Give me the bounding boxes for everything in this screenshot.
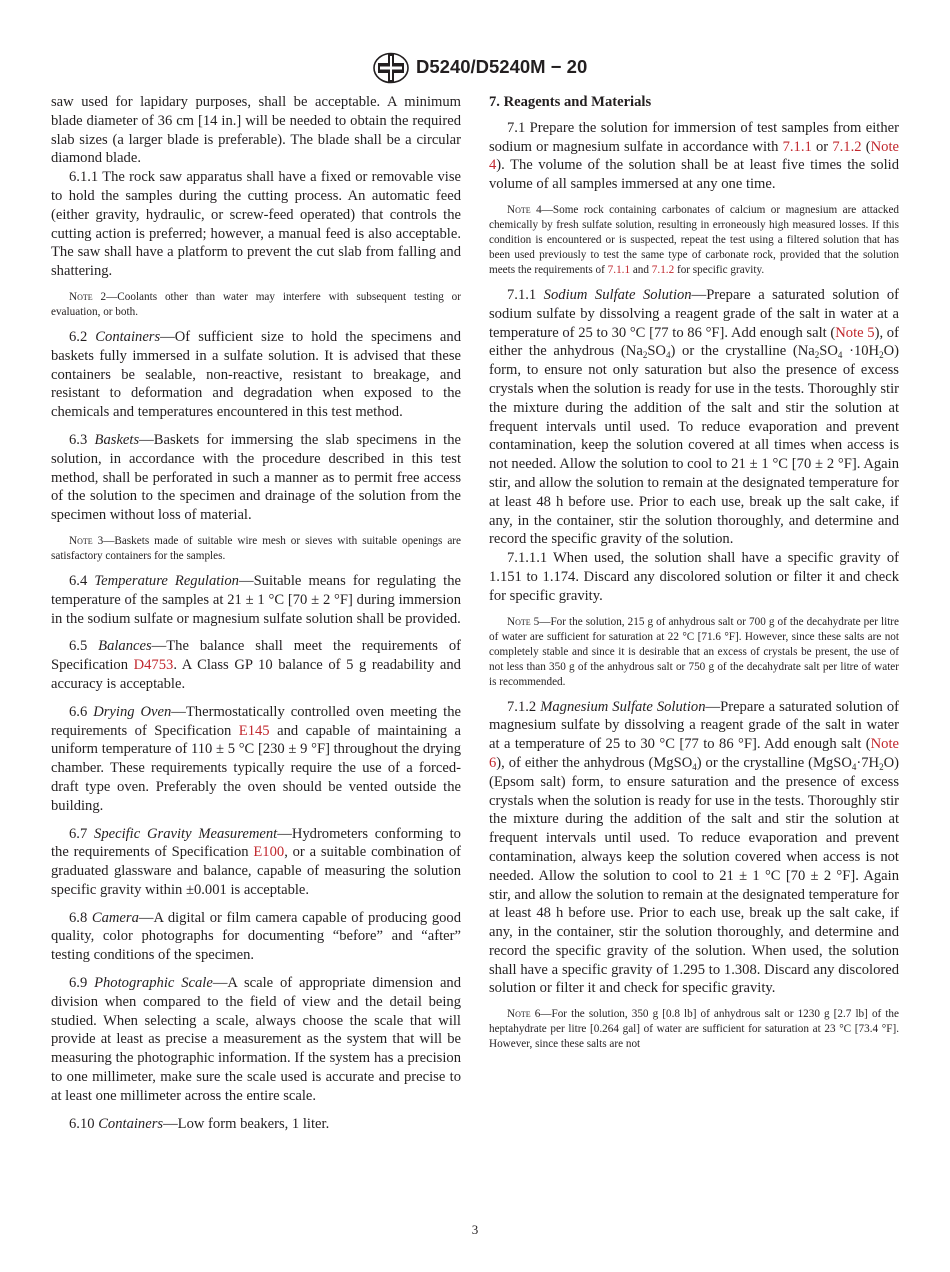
paragraph-7-1-1-1: 7.1.1.1 When used, the solution shall have a specific gravity of 1.151 to 1.174. Discard any discolored solution or filter it and check for specific gravity. <box>489 550 899 604</box>
link-note-5[interactable]: Note 5 <box>835 324 875 341</box>
paragraph-saw: saw used for lapidary purposes, shall be acceptable. A minimum blade diameter of 36 cm [14 in.] will be needed to obtain the required slab sizes (a larger blade is preferable). The blade shall be a circular diamond blade. <box>51 94 461 167</box>
paragraph-7-1: 7.1 Prepare the solution for immersion of test samples from either sodium or magnesium sulfate in accordance with 7.1.1 or 7.1.2 (Note 4). The volume of the solution shall be at least five times the solid volume of all samples immersed at any one time. <box>489 119 899 193</box>
note-label: Note <box>507 1008 531 1021</box>
link-e100[interactable]: E100 <box>253 844 285 861</box>
page-header <box>0 50 950 86</box>
paragraph-7-1-1: 7.1.1 Sodium Sulfate Solution—Prepare a saturated solution of sodium sulfate by dissolving a reagent grade of the salt in water at a temperature of 25 to 30 °C [77 to 86 °F]. Add enough salt (Note 5), of either the anhydrous $(Na_2SO_4)$ or the crystalline $(Na_2SO_4 \cdot 10H_2O)$ form, to ensure not only saturation but also the presence of excess crystals when the solution is ready for use in the tests. Thoroughly stir the mixture during the addition of the salt and stir the solution at frequent intervals until used. To reduce evaporation and prevent contamination, keep the solution covered at all times when access is not needed. Allow the solution to cool to 21 ± 1 °C [70 ± 2 °F]. Again stir, and allow the solution to remain at the designated temperature for at least 48 h before use. Prior to each use, break up the salt cake, if any, in the container, stir the solution thoroughly, and determine and record the specific gravity of the solution. <box>489 286 899 548</box>
paragraph-6-5: 6.5 Balances—The balance shall meet the requirements of Specification D4753. A Class GP 10 balance of 5 g readability and accuracy is acceptable. <box>51 638 462 692</box>
link-d4753[interactable]: D4753 <box>133 657 174 674</box>
note-label: Note <box>507 203 531 216</box>
note-2: Note 2—Coolants other than water may interfere with subsequent testing or evaluation, or both. <box>51 290 461 318</box>
note-3: Note 3—Baskets made of suitable wire mesh or sieves with suitable openings are satisfactory containers for the samples. <box>51 534 461 562</box>
note-label: Note <box>69 290 93 303</box>
document-id: D5240/D5240M − 20 <box>416 56 588 77</box>
link-7-1-1[interactable]: 7.1.1 <box>607 263 631 276</box>
link-7-1-1[interactable]: 7.1.1 <box>782 138 812 155</box>
note-6: Note 6—For the solution, 350 g [0.8 lb] of anhydrous salt or 1230 g [2.7 lb] of the heptahydrate per litre [0.264 gal] of water are sufficient for saturation at 23 °C [73.4 °F]. However, since these salts are not <box>489 1008 899 1051</box>
link-e145[interactable]: E145 <box>238 722 270 739</box>
astm-logo-icon <box>372 52 410 84</box>
paragraph-6-4: 6.4 Temperature Regulation—Suitable means for regulating the temperature of the samples at 21 ± 1 °C [70 ± 2 °F] during immersion in the sodium sulfate or magnesium sulfate solution shall be provided. <box>51 572 462 627</box>
link-note-6[interactable]: Note 6 <box>489 736 899 771</box>
paragraph-6-8: 6.8 Camera—A digital or film camera capable of producing good quality, color photographs for documenting “before” and “after” testing conditions of the specimen. <box>51 909 462 964</box>
note-label: Note <box>69 534 93 547</box>
note-5: Note 5—For the solution, 215 g of anhydrous salt or 700 g of the decahydrate per litre of water are sufficient for saturation at 22 °C [71.6 °F]. However, since these salts are not completely stable and since it is desirable that an excess of crystals be present, the use of not less than 350 g of the anhydrous salt or 750 g of the decahydrate salt per litre of water is recommended. <box>489 615 899 688</box>
paragraph-6-3: 6.3 Baskets—Baskets for immersing the slab specimens in the solution, in accordance with the procedure described in this test method, shall be perforated in such a manner as to permit free access of the solution to the specimen and drainage of the solution from the specimen without loss of material. <box>51 431 461 524</box>
paragraph-6-9: 6.9 Photographic Scale—A scale of appropriate dimension and division when compared to the field of view and the detail being studied. When selecting a scale, always choose the scale that will provide at least as precise a measurement as the system that will be measuring the photographic information. If the system has a precision to one millimeter, make sure the scale used is accurate and precise to at least one millimeter across the entire scale. <box>51 975 462 1104</box>
link-note-4[interactable]: Note 4 <box>489 138 899 174</box>
note-4: Note 4—Some rock containing carbonates of calcium or magnesium are attacked chemically by fresh sulfate solution, resulting in erroneously high measured losses. If this condition is encountered or is suspected, repeat the test using a filtered solution that has been used previously to test the same type of carbonate rock, provided that the solution meets the requirements of 7.1.1 and 7.1.2 for specific gravity. <box>489 203 899 276</box>
left-column <box>51 93 461 1133</box>
note-label: Note <box>507 615 531 628</box>
link-7-1-2[interactable]: 7.1.2 <box>651 263 675 276</box>
paragraph-6-1-1: 6.1.1 The rock saw apparatus shall have a fixed or removable vise to hold the samples during the cutting process. An automatic feed (either gravity, hydraulic, or screw-feed operated) that controls the cutting action is preferred; however, a manual feed is also acceptable. The saw shall have a platform to prevent the cut slab from falling and shattering. <box>51 169 461 280</box>
section-7-heading: 7. Reagents and Materials <box>489 94 652 110</box>
paragraph-6-2: 6.2 Containers—Of sufficient size to hold the specimens and baskets fully immersed in a sulfate solution. It is advised that these containers be sealable, non-reactive, resistant to breakage, and resistant to deformation and degradation when exposed to the chemicals and temperatures encountered in this test method. <box>51 328 462 421</box>
paragraph-6-10: 6.10 Containers—Low form beakers, 1 liter. <box>69 1115 330 1132</box>
link-7-1-2[interactable]: 7.1.2 <box>832 138 862 155</box>
paragraph-7-1-2: 7.1.2 Magnesium Sulfate Solution—Prepare a saturated solution of magnesium sulfate by dissolving a reagent grade of the salt in water at a temperature of 25 to 30 °C [77 to 86 °F]. Add enough salt (Note 6), of either the anhydrous (MgSO$_4$) or the crystalline $(MgSO_4\cdot 7H_2O)$ (Epsom salt) form, to ensure saturation and the presence of excess crystals when the solution is ready for use in the tests. Thoroughly stir the mixture during the addition of the salt and stir the solution at frequent intervals until used. To reduce evaporation and prevent contamination, always keep the solution covered when access is not needed. Allow the solution to cool to 21 ± 1 °C [70 ± 2 °F]. Again stir, and allow the solution to remain at the designated temperature for at least 48 h before use. Prior to each use, break up the salt cake, if any, in the container, stir the solution thoroughly, and determine and record the specific gravity of the solution. When used, the solution shall have a specific gravity of 1.295 to 1.308. Discard any discolored solution or filter it and check for specific gravity. <box>489 698 900 997</box>
paragraph-6-6: 6.6 Drying Oven—Thermostatically controlled oven meeting the requirements of Specification E145 and capable of maintaining a uniform temperature of 110 ± 5 °C [230 ± 9 °F] throughout the drying chamber. These requirements typically require the use of a forced-draft type oven. Preferably the oven should be vented outside the building. <box>51 703 462 814</box>
paragraph-6-7: 6.7 Specific Gravity Measurement—Hydrometers conforming to the requirements of Specification E100, or a suitable combination of graduated glassware and balance, capable of measuring the solution specific gravity within ±0.001 is acceptable. <box>51 825 461 898</box>
page-number: 3 <box>471 1222 479 1237</box>
right-column <box>489 93 899 1060</box>
